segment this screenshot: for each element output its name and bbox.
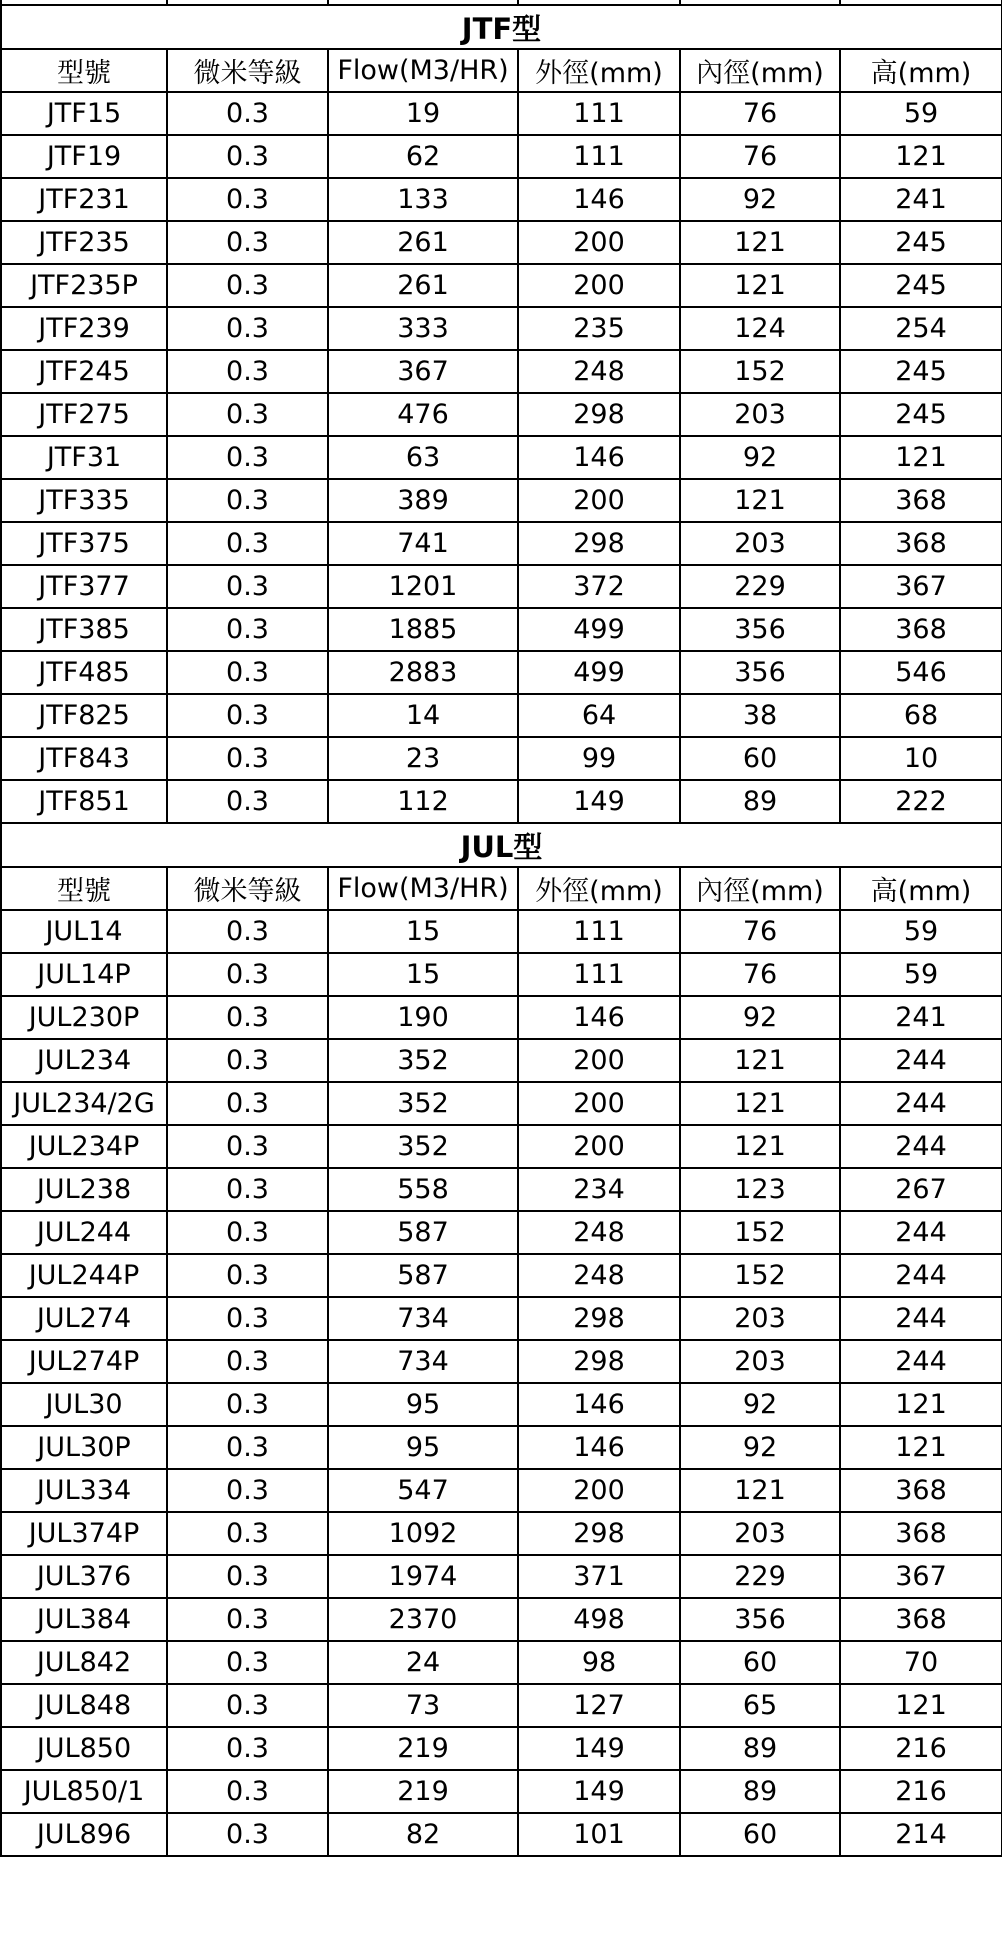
table-row <box>1 953 1002 996</box>
flow-cell: 1201 <box>328 565 518 608</box>
model-cell: JTF235 <box>1 221 167 264</box>
model-cell: JTF275 <box>1 393 167 436</box>
height-cell: 59 <box>840 92 1002 135</box>
inner-diameter-cell: 92 <box>680 1383 840 1426</box>
model-cell: JUL244 <box>1 1211 167 1254</box>
table-row <box>1 479 1002 522</box>
flow-cell: 1092 <box>328 1512 518 1555</box>
micron-grade-cell: 0.3 <box>167 350 328 393</box>
model-cell: JTF335 <box>1 479 167 522</box>
micron-grade-cell: 0.3 <box>167 1426 328 1469</box>
micron-grade-cell: 0.3 <box>167 1254 328 1297</box>
flow-cell: 95 <box>328 1426 518 1469</box>
height-cell: 245 <box>840 350 1002 393</box>
table-row <box>1 780 1002 823</box>
outer-diameter-cell: 200 <box>518 1039 680 1082</box>
flow-cell: 587 <box>328 1254 518 1297</box>
model-cell: JTF375 <box>1 522 167 565</box>
table-row <box>1 737 1002 780</box>
outer-diameter-cell: 98 <box>518 1641 680 1684</box>
table-row <box>1 1168 1002 1211</box>
model-cell: JUL30P <box>1 1426 167 1469</box>
inner-diameter-cell: 92 <box>680 178 840 221</box>
micron-grade-cell: 0.3 <box>167 1555 328 1598</box>
table-row <box>1 1598 1002 1641</box>
height-cell: 367 <box>840 1555 1002 1598</box>
flow-cell: 15 <box>328 910 518 953</box>
model-cell: JUL234/2G <box>1 1082 167 1125</box>
inner-diameter-cell: 76 <box>680 910 840 953</box>
table-row <box>1 178 1002 221</box>
column-header: 內徑(mm) <box>680 49 840 92</box>
flow-cell: 261 <box>328 264 518 307</box>
outer-diameter-cell: 499 <box>518 651 680 694</box>
outer-diameter-cell: 200 <box>518 1125 680 1168</box>
flow-cell: 587 <box>328 1211 518 1254</box>
model-cell: JUL850 <box>1 1727 167 1770</box>
table-row <box>1 910 1002 953</box>
inner-diameter-cell: 60 <box>680 1813 840 1856</box>
table-row <box>1 1297 1002 1340</box>
micron-grade-cell: 0.3 <box>167 92 328 135</box>
flow-cell: 476 <box>328 393 518 436</box>
inner-diameter-cell: 152 <box>680 1254 840 1297</box>
height-cell: 121 <box>840 436 1002 479</box>
model-cell: JTF239 <box>1 307 167 350</box>
inner-diameter-cell: 121 <box>680 1125 840 1168</box>
flow-cell: 82 <box>328 1813 518 1856</box>
inner-diameter-cell: 229 <box>680 1555 840 1598</box>
height-cell: 244 <box>840 1082 1002 1125</box>
column-header: 型號 <box>1 867 167 910</box>
micron-grade-cell: 0.3 <box>167 1211 328 1254</box>
model-cell: JTF231 <box>1 178 167 221</box>
model-cell: JUL376 <box>1 1555 167 1598</box>
height-cell: 244 <box>840 1039 1002 1082</box>
outer-diameter-cell: 149 <box>518 1770 680 1813</box>
height-cell: 214 <box>840 1813 1002 1856</box>
table-row <box>1 1039 1002 1082</box>
micron-grade-cell: 0.3 <box>167 910 328 953</box>
height-cell: 59 <box>840 910 1002 953</box>
height-cell: 10 <box>840 737 1002 780</box>
outer-diameter-cell: 298 <box>518 1297 680 1340</box>
model-cell: JTF245 <box>1 350 167 393</box>
inner-diameter-cell: 152 <box>680 1211 840 1254</box>
flow-cell: 367 <box>328 350 518 393</box>
table-row <box>1 1813 1002 1856</box>
height-cell: 368 <box>840 522 1002 565</box>
micron-grade-cell: 0.3 <box>167 1727 328 1770</box>
table-row <box>1 1211 1002 1254</box>
inner-diameter-cell: 60 <box>680 1641 840 1684</box>
outer-diameter-cell: 64 <box>518 694 680 737</box>
outer-diameter-cell: 146 <box>518 178 680 221</box>
column-header: Flow(M3/HR) <box>328 49 518 92</box>
section-title-row <box>1 5 1002 49</box>
inner-diameter-cell: 89 <box>680 1727 840 1770</box>
outer-diameter-cell: 99 <box>518 737 680 780</box>
flow-cell: 261 <box>328 221 518 264</box>
table-row <box>1 694 1002 737</box>
height-cell: 121 <box>840 1426 1002 1469</box>
height-cell: 241 <box>840 996 1002 1039</box>
outer-diameter-cell: 146 <box>518 436 680 479</box>
outer-diameter-cell: 499 <box>518 608 680 651</box>
micron-grade-cell: 0.3 <box>167 651 328 694</box>
model-cell: JUL274 <box>1 1297 167 1340</box>
height-cell: 121 <box>840 135 1002 178</box>
flow-cell: 1974 <box>328 1555 518 1598</box>
outer-diameter-cell: 498 <box>518 1598 680 1641</box>
micron-grade-cell: 0.3 <box>167 221 328 264</box>
inner-diameter-cell: 356 <box>680 1598 840 1641</box>
table-row <box>1 1641 1002 1684</box>
model-cell: JUL334 <box>1 1469 167 1512</box>
inner-diameter-cell: 203 <box>680 393 840 436</box>
flow-cell: 133 <box>328 178 518 221</box>
flow-cell: 558 <box>328 1168 518 1211</box>
model-cell: JUL30 <box>1 1383 167 1426</box>
micron-grade-cell: 0.3 <box>167 1383 328 1426</box>
flow-cell: 219 <box>328 1727 518 1770</box>
height-cell: 245 <box>840 393 1002 436</box>
model-cell: JTF851 <box>1 780 167 823</box>
flow-cell: 19 <box>328 92 518 135</box>
outer-diameter-cell: 200 <box>518 264 680 307</box>
flow-cell: 352 <box>328 1082 518 1125</box>
flow-cell: 389 <box>328 479 518 522</box>
height-cell: 244 <box>840 1254 1002 1297</box>
micron-grade-cell: 0.3 <box>167 393 328 436</box>
inner-diameter-cell: 121 <box>680 1039 840 1082</box>
flow-cell: 2883 <box>328 651 518 694</box>
header-row <box>1 49 1002 92</box>
flow-cell: 63 <box>328 436 518 479</box>
outer-diameter-cell: 149 <box>518 780 680 823</box>
inner-diameter-cell: 89 <box>680 780 840 823</box>
model-cell: JTF485 <box>1 651 167 694</box>
flow-cell: 734 <box>328 1340 518 1383</box>
outer-diameter-cell: 248 <box>518 350 680 393</box>
model-cell: JTF825 <box>1 694 167 737</box>
table-row <box>1 436 1002 479</box>
inner-diameter-cell: 60 <box>680 737 840 780</box>
table-row <box>1 1770 1002 1813</box>
section-title: JUL型 <box>1 823 1002 867</box>
column-header: 型號 <box>1 49 167 92</box>
inner-diameter-cell: 121 <box>680 479 840 522</box>
table-row <box>1 608 1002 651</box>
model-cell: JTF377 <box>1 565 167 608</box>
micron-grade-cell: 0.3 <box>167 178 328 221</box>
flow-cell: 112 <box>328 780 518 823</box>
inner-diameter-cell: 203 <box>680 1340 840 1383</box>
model-cell: JUL230P <box>1 996 167 1039</box>
inner-diameter-cell: 121 <box>680 264 840 307</box>
flow-cell: 219 <box>328 1770 518 1813</box>
table-row <box>1 565 1002 608</box>
column-header: 微米等級 <box>167 867 328 910</box>
model-cell: JTF843 <box>1 737 167 780</box>
model-cell: JUL896 <box>1 1813 167 1856</box>
column-header: 外徑(mm) <box>518 867 680 910</box>
section-title-row <box>1 823 1002 867</box>
table-body <box>1 0 1002 1856</box>
table-row <box>1 522 1002 565</box>
column-header: Flow(M3/HR) <box>328 867 518 910</box>
flow-cell: 73 <box>328 1684 518 1727</box>
inner-diameter-cell: 123 <box>680 1168 840 1211</box>
outer-diameter-cell: 101 <box>518 1813 680 1856</box>
header-row <box>1 867 1002 910</box>
table-row <box>1 996 1002 1039</box>
outer-diameter-cell: 111 <box>518 953 680 996</box>
height-cell: 254 <box>840 307 1002 350</box>
height-cell: 245 <box>840 221 1002 264</box>
model-cell: JUL234P <box>1 1125 167 1168</box>
table-row <box>1 1125 1002 1168</box>
micron-grade-cell: 0.3 <box>167 135 328 178</box>
inner-diameter-cell: 229 <box>680 565 840 608</box>
micron-grade-cell: 0.3 <box>167 1813 328 1856</box>
outer-diameter-cell: 235 <box>518 307 680 350</box>
micron-grade-cell: 0.3 <box>167 608 328 651</box>
table-row <box>1 1426 1002 1469</box>
column-header: 外徑(mm) <box>518 49 680 92</box>
micron-grade-cell: 0.3 <box>167 1168 328 1211</box>
column-header: 內徑(mm) <box>680 867 840 910</box>
model-cell: JTF19 <box>1 135 167 178</box>
flow-cell: 24 <box>328 1641 518 1684</box>
height-cell: 245 <box>840 264 1002 307</box>
model-cell: JTF15 <box>1 92 167 135</box>
inner-diameter-cell: 65 <box>680 1684 840 1727</box>
height-cell: 241 <box>840 178 1002 221</box>
micron-grade-cell: 0.3 <box>167 522 328 565</box>
height-cell: 216 <box>840 1727 1002 1770</box>
flow-cell: 190 <box>328 996 518 1039</box>
inner-diameter-cell: 92 <box>680 1426 840 1469</box>
micron-grade-cell: 0.3 <box>167 1082 328 1125</box>
height-cell: 121 <box>840 1684 1002 1727</box>
micron-grade-cell: 0.3 <box>167 694 328 737</box>
micron-grade-cell: 0.3 <box>167 737 328 780</box>
flow-cell: 2370 <box>328 1598 518 1641</box>
micron-grade-cell: 0.3 <box>167 953 328 996</box>
table-row <box>1 1082 1002 1125</box>
flow-cell: 62 <box>328 135 518 178</box>
model-cell: JUL14 <box>1 910 167 953</box>
inner-diameter-cell: 356 <box>680 651 840 694</box>
height-cell: 121 <box>840 1383 1002 1426</box>
outer-diameter-cell: 298 <box>518 1340 680 1383</box>
height-cell: 367 <box>840 565 1002 608</box>
inner-diameter-cell: 121 <box>680 221 840 264</box>
micron-grade-cell: 0.3 <box>167 1125 328 1168</box>
outer-diameter-cell: 234 <box>518 1168 680 1211</box>
model-cell: JUL238 <box>1 1168 167 1211</box>
micron-grade-cell: 0.3 <box>167 1684 328 1727</box>
table-row <box>1 1727 1002 1770</box>
column-header: 高(mm) <box>840 867 1002 910</box>
inner-diameter-cell: 121 <box>680 1082 840 1125</box>
micron-grade-cell: 0.3 <box>167 565 328 608</box>
height-cell: 368 <box>840 479 1002 522</box>
inner-diameter-cell: 92 <box>680 436 840 479</box>
flow-cell: 23 <box>328 737 518 780</box>
outer-diameter-cell: 146 <box>518 1383 680 1426</box>
outer-diameter-cell: 111 <box>518 910 680 953</box>
inner-diameter-cell: 76 <box>680 92 840 135</box>
flow-cell: 1885 <box>328 608 518 651</box>
outer-diameter-cell: 298 <box>518 393 680 436</box>
model-cell: JTF235P <box>1 264 167 307</box>
outer-diameter-cell: 248 <box>518 1254 680 1297</box>
table-row <box>1 350 1002 393</box>
micron-grade-cell: 0.3 <box>167 479 328 522</box>
micron-grade-cell: 0.3 <box>167 1039 328 1082</box>
inner-diameter-cell: 38 <box>680 694 840 737</box>
column-header: 高(mm) <box>840 49 1002 92</box>
flow-cell: 734 <box>328 1297 518 1340</box>
height-cell: 59 <box>840 953 1002 996</box>
height-cell: 546 <box>840 651 1002 694</box>
model-cell: JTF385 <box>1 608 167 651</box>
outer-diameter-cell: 200 <box>518 1469 680 1512</box>
outer-diameter-cell: 146 <box>518 996 680 1039</box>
flow-cell: 352 <box>328 1125 518 1168</box>
model-cell: JUL848 <box>1 1684 167 1727</box>
micron-grade-cell: 0.3 <box>167 1469 328 1512</box>
model-cell: JUL14P <box>1 953 167 996</box>
flow-cell: 14 <box>328 694 518 737</box>
inner-diameter-cell: 92 <box>680 996 840 1039</box>
flow-cell: 547 <box>328 1469 518 1512</box>
model-cell: JUL244P <box>1 1254 167 1297</box>
micron-grade-cell: 0.3 <box>167 307 328 350</box>
height-cell: 222 <box>840 780 1002 823</box>
outer-diameter-cell: 298 <box>518 1512 680 1555</box>
model-cell: JUL274P <box>1 1340 167 1383</box>
table-row <box>1 264 1002 307</box>
inner-diameter-cell: 76 <box>680 135 840 178</box>
flow-cell: 333 <box>328 307 518 350</box>
height-cell: 244 <box>840 1340 1002 1383</box>
outer-diameter-cell: 149 <box>518 1727 680 1770</box>
model-cell: JUL850/1 <box>1 1770 167 1813</box>
height-cell: 68 <box>840 694 1002 737</box>
table-row <box>1 221 1002 264</box>
height-cell: 368 <box>840 1469 1002 1512</box>
outer-diameter-cell: 200 <box>518 221 680 264</box>
inner-diameter-cell: 124 <box>680 307 840 350</box>
micron-grade-cell: 0.3 <box>167 1297 328 1340</box>
table-row <box>1 1684 1002 1727</box>
micron-grade-cell: 0.3 <box>167 1641 328 1684</box>
height-cell: 244 <box>840 1297 1002 1340</box>
table-row <box>1 1555 1002 1598</box>
inner-diameter-cell: 356 <box>680 608 840 651</box>
micron-grade-cell: 0.3 <box>167 436 328 479</box>
inner-diameter-cell: 152 <box>680 350 840 393</box>
inner-diameter-cell: 203 <box>680 522 840 565</box>
outer-diameter-cell: 127 <box>518 1684 680 1727</box>
table-row <box>1 135 1002 178</box>
outer-diameter-cell: 146 <box>518 1426 680 1469</box>
height-cell: 368 <box>840 608 1002 651</box>
outer-diameter-cell: 200 <box>518 479 680 522</box>
table-row <box>1 1469 1002 1512</box>
outer-diameter-cell: 111 <box>518 135 680 178</box>
table-row <box>1 1383 1002 1426</box>
flow-cell: 15 <box>328 953 518 996</box>
outer-diameter-cell: 111 <box>518 92 680 135</box>
inner-diameter-cell: 76 <box>680 953 840 996</box>
model-cell: JTF31 <box>1 436 167 479</box>
table-row <box>1 651 1002 694</box>
flow-cell: 95 <box>328 1383 518 1426</box>
model-cell: JUL384 <box>1 1598 167 1641</box>
height-cell: 216 <box>840 1770 1002 1813</box>
height-cell: 267 <box>840 1168 1002 1211</box>
inner-diameter-cell: 89 <box>680 1770 840 1813</box>
micron-grade-cell: 0.3 <box>167 1512 328 1555</box>
flow-cell: 352 <box>328 1039 518 1082</box>
micron-grade-cell: 0.3 <box>167 264 328 307</box>
micron-grade-cell: 0.3 <box>167 996 328 1039</box>
section-title: JTF型 <box>1 5 1002 49</box>
model-cell: JUL374P <box>1 1512 167 1555</box>
model-cell: JUL234 <box>1 1039 167 1082</box>
inner-diameter-cell: 203 <box>680 1512 840 1555</box>
inner-diameter-cell: 121 <box>680 1469 840 1512</box>
model-cell: JUL842 <box>1 1641 167 1684</box>
table-row <box>1 1254 1002 1297</box>
outer-diameter-cell: 200 <box>518 1082 680 1125</box>
table-row <box>1 92 1002 135</box>
height-cell: 368 <box>840 1512 1002 1555</box>
micron-grade-cell: 0.3 <box>167 780 328 823</box>
micron-grade-cell: 0.3 <box>167 1770 328 1813</box>
outer-diameter-cell: 371 <box>518 1555 680 1598</box>
table-row <box>1 307 1002 350</box>
outer-diameter-cell: 298 <box>518 522 680 565</box>
micron-grade-cell: 0.3 <box>167 1340 328 1383</box>
column-header: 微米等級 <box>167 49 328 92</box>
height-cell: 244 <box>840 1125 1002 1168</box>
inner-diameter-cell: 203 <box>680 1297 840 1340</box>
outer-diameter-cell: 248 <box>518 1211 680 1254</box>
height-cell: 368 <box>840 1598 1002 1641</box>
table-row <box>1 1512 1002 1555</box>
flow-cell: 741 <box>328 522 518 565</box>
height-cell: 244 <box>840 1211 1002 1254</box>
table-row <box>1 393 1002 436</box>
outer-diameter-cell: 372 <box>518 565 680 608</box>
micron-grade-cell: 0.3 <box>167 1598 328 1641</box>
height-cell: 70 <box>840 1641 1002 1684</box>
table-row <box>1 1340 1002 1383</box>
